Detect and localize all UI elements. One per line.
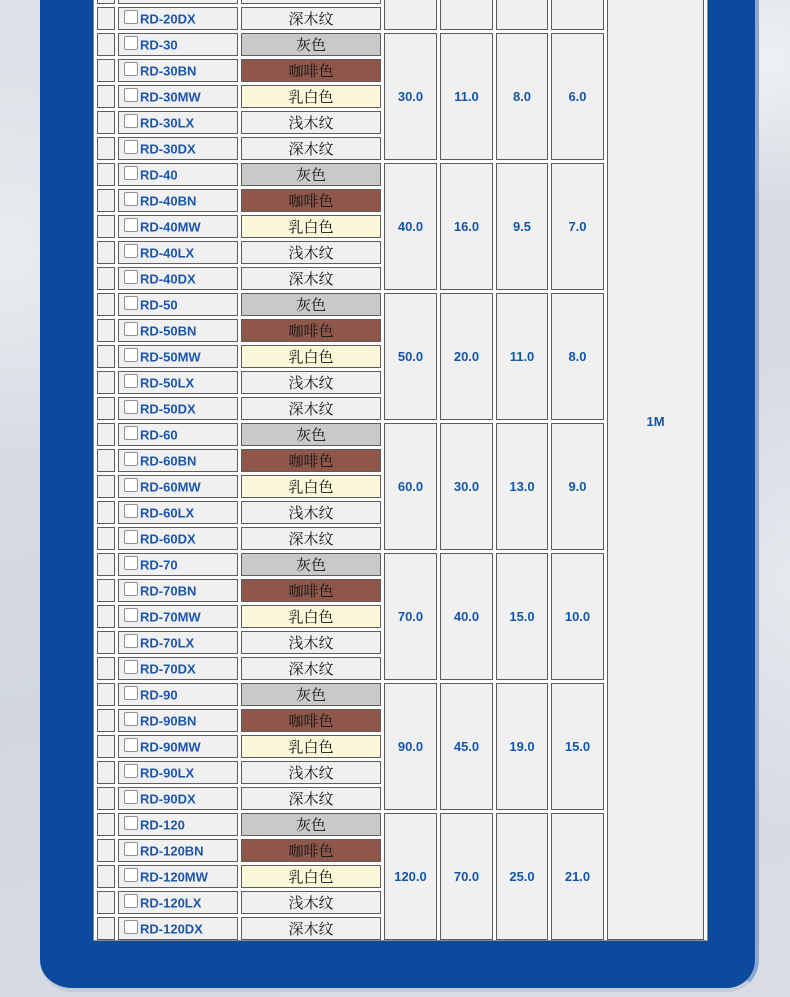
- product-code-link[interactable]: RD-60BN: [140, 452, 197, 468]
- product-code-cell: [118, 709, 238, 732]
- spec-value-cell: 21.0: [551, 813, 604, 940]
- row-checkbox[interactable]: [124, 920, 138, 934]
- product-code-link[interactable]: RD-50DX: [140, 400, 196, 416]
- spec-value-cell: 45.0: [440, 683, 493, 810]
- color-name-cell: 咖啡色: [241, 189, 381, 212]
- row-checkbox[interactable]: [124, 842, 138, 856]
- product-code-link[interactable]: RD-70: [140, 556, 178, 572]
- color-name-cell: 深木纹: [241, 657, 381, 680]
- spec-value-cell: [496, 0, 548, 30]
- product-code-link[interactable]: RD-40: [140, 166, 178, 182]
- row-checkbox[interactable]: [124, 660, 138, 674]
- product-code-link[interactable]: RD-60MW: [140, 478, 201, 494]
- spec-value-cell: 9.5: [496, 163, 548, 290]
- product-code-cell: [118, 761, 238, 784]
- spec-value-cell: 8.0: [551, 293, 604, 420]
- color-name-cell: 浅木纹: [241, 501, 381, 524]
- product-code-cell: [118, 449, 238, 472]
- product-code-link[interactable]: RD-120BN: [140, 842, 204, 858]
- product-code-cell: [118, 423, 238, 446]
- color-name-cell: 乳白色: [241, 475, 381, 498]
- spec-value-cell: 30.0: [384, 33, 437, 160]
- product-code-cell: [118, 839, 238, 862]
- row-select-cell: [97, 241, 115, 264]
- product-code-link[interactable]: RD-40LX: [140, 244, 195, 260]
- product-code-link[interactable]: RD-90LX: [140, 764, 195, 780]
- spec-value-cell: [551, 0, 604, 30]
- row-checkbox[interactable]: [124, 634, 138, 648]
- row-select-cell: [97, 7, 115, 30]
- row-select-cell: [97, 917, 115, 940]
- color-name-cell: 灰色: [241, 553, 381, 576]
- product-code-cell: [118, 397, 238, 420]
- color-name-cell: 深木纹: [241, 7, 381, 30]
- row-checkbox[interactable]: [124, 192, 138, 206]
- row-checkbox[interactable]: [124, 10, 138, 24]
- color-name-cell: 乳白色: [241, 865, 381, 888]
- row-select-cell: [97, 865, 115, 888]
- color-name-cell: 深木纹: [241, 267, 381, 290]
- row-checkbox[interactable]: [124, 88, 138, 102]
- row-checkbox[interactable]: [124, 62, 138, 76]
- product-code-link[interactable]: RD-30LX: [140, 114, 195, 130]
- product-code-cell: [118, 657, 238, 680]
- spec-value-cell: 25.0: [496, 813, 548, 940]
- spec-value-cell: 70.0: [440, 813, 493, 940]
- color-name-cell: 咖啡色: [241, 59, 381, 82]
- product-code-link[interactable]: RD-120DX: [140, 920, 203, 936]
- color-name-cell: 深木纹: [241, 917, 381, 940]
- row-select-cell: [97, 449, 115, 472]
- product-code-link[interactable]: RD-30DX: [140, 140, 196, 156]
- color-name-cell: 咖啡色: [241, 709, 381, 732]
- product-code-link[interactable]: RD-50BN: [140, 322, 197, 338]
- color-name-cell: 乳白色: [241, 735, 381, 758]
- color-name-cell: 咖啡色: [241, 839, 381, 862]
- color-name-cell: 灰色: [241, 423, 381, 446]
- product-code-link[interactable]: RD-30MW: [140, 88, 201, 104]
- product-code-link[interactable]: RD-50: [140, 296, 178, 312]
- spec-table-body: [97, 0, 704, 940]
- product-code-link[interactable]: RD-70LX: [140, 634, 195, 650]
- product-code-cell: [118, 527, 238, 550]
- spec-value-cell: 15.0: [551, 683, 604, 810]
- row-select-cell: [97, 293, 115, 316]
- color-name-cell: 乳白色: [241, 215, 381, 238]
- spec-value-cell: 90.0: [384, 683, 437, 810]
- row-select-cell: [97, 371, 115, 394]
- product-code-link[interactable]: RD-40BN: [140, 192, 197, 208]
- product-table-viewport: [93, 0, 708, 941]
- product-code-link[interactable]: RD-70BN: [140, 582, 197, 598]
- color-name-cell: 深木纹: [241, 137, 381, 160]
- row-select-cell: [97, 111, 115, 134]
- spec-value-cell: 40.0: [384, 163, 437, 290]
- row-checkbox[interactable]: [124, 296, 138, 310]
- row-checkbox[interactable]: [124, 374, 138, 388]
- unit-cell: 1M: [607, 0, 704, 940]
- spec-value-cell: [440, 0, 493, 30]
- row-select-cell: [97, 709, 115, 732]
- spec-value-cell: 13.0: [496, 423, 548, 550]
- color-name-cell: 乳白色: [241, 345, 381, 368]
- row-select-cell: [97, 345, 115, 368]
- row-select-cell: [97, 267, 115, 290]
- product-code-link[interactable]: RD-30: [140, 36, 178, 52]
- row-checkbox[interactable]: [124, 868, 138, 882]
- color-name-cell: 深木纹: [241, 527, 381, 550]
- spec-value-cell: 6.0: [551, 33, 604, 160]
- product-code-cell: [118, 33, 238, 56]
- row-checkbox[interactable]: [124, 478, 138, 492]
- row-checkbox[interactable]: [124, 348, 138, 362]
- row-select-cell: [97, 787, 115, 810]
- product-code-cell: [118, 0, 238, 4]
- product-code-cell: [118, 475, 238, 498]
- spec-value-cell: 9.0: [551, 423, 604, 550]
- spec-value-cell: 11.0: [440, 33, 493, 160]
- color-name-cell: 咖啡色: [241, 449, 381, 472]
- color-name-cell: 浅木纹: [241, 241, 381, 264]
- color-name-cell: 浅木纹: [241, 761, 381, 784]
- color-name-cell: 乳白色: [241, 85, 381, 108]
- product-code-link[interactable]: RD-30BN: [140, 62, 197, 78]
- product-code-cell: [118, 605, 238, 628]
- product-code-cell: [118, 293, 238, 316]
- product-code-cell: [118, 241, 238, 264]
- product-code-cell: [118, 59, 238, 82]
- product-code-cell: [118, 631, 238, 654]
- product-code-cell: [118, 163, 238, 186]
- product-code-link[interactable]: RD-50LX: [140, 374, 195, 390]
- product-code-cell: [118, 813, 238, 836]
- color-name-cell: 灰色: [241, 813, 381, 836]
- row-select-cell: [97, 553, 115, 576]
- product-code-link[interactable]: RD-60DX: [140, 530, 196, 546]
- row-select-cell: [97, 813, 115, 836]
- row-checkbox[interactable]: [124, 556, 138, 570]
- product-code-cell: [118, 501, 238, 524]
- product-code-cell: [118, 267, 238, 290]
- color-name-cell: 灰色: [241, 33, 381, 56]
- product-code-link[interactable]: RD-90: [140, 686, 178, 702]
- spec-value-cell: 70.0: [384, 553, 437, 680]
- row-checkbox[interactable]: [124, 166, 138, 180]
- spec-value-cell: 10.0: [551, 553, 604, 680]
- color-name-cell: 灰色: [241, 683, 381, 706]
- product-code-cell: [118, 111, 238, 134]
- product-code-cell: [118, 787, 238, 810]
- color-name-cell: 深木纹: [241, 787, 381, 810]
- row-checkbox[interactable]: [124, 764, 138, 778]
- row-checkbox[interactable]: [124, 712, 138, 726]
- color-name-cell: 浅木纹: [241, 631, 381, 654]
- row-select-cell: [97, 579, 115, 602]
- product-code-link[interactable]: RD-70DX: [140, 660, 196, 676]
- row-select-cell: [97, 657, 115, 680]
- product-code-cell: [118, 865, 238, 888]
- row-checkbox[interactable]: [124, 894, 138, 908]
- product-code-link[interactable]: RD-90DX: [140, 790, 196, 806]
- product-code-cell: [118, 735, 238, 758]
- row-checkbox[interactable]: [124, 790, 138, 804]
- row-checkbox[interactable]: [124, 244, 138, 258]
- product-code-link[interactable]: RD-120MW: [140, 868, 208, 884]
- spec-value-cell: 11.0: [496, 293, 548, 420]
- product-code-cell: [118, 891, 238, 914]
- product-code-cell: [118, 137, 238, 160]
- row-checkbox[interactable]: [124, 270, 138, 284]
- color-name-cell: 灰色: [241, 163, 381, 186]
- color-name-cell: [241, 0, 381, 4]
- product-code-link[interactable]: RD-40MW: [140, 218, 201, 234]
- spec-value-cell: 16.0: [440, 163, 493, 290]
- product-code-cell: [118, 371, 238, 394]
- product-code-link[interactable]: RD-90BN: [140, 712, 197, 728]
- color-name-cell: 浅木纹: [241, 371, 381, 394]
- product-code-cell: [118, 917, 238, 940]
- product-code-link[interactable]: RD-50MW: [140, 348, 201, 364]
- row-select-cell: [97, 85, 115, 108]
- color-name-cell: 深木纹: [241, 397, 381, 420]
- row-checkbox[interactable]: [124, 218, 138, 232]
- product-code-cell: [118, 7, 238, 30]
- spec-value-cell: 40.0: [440, 553, 493, 680]
- product-code-cell: [118, 553, 238, 576]
- product-code-cell: [118, 683, 238, 706]
- spec-value-cell: [384, 0, 437, 30]
- row-select-cell: [97, 475, 115, 498]
- product-code-link[interactable]: RD-60LX: [140, 504, 195, 520]
- row-checkbox[interactable]: [124, 426, 138, 440]
- row-select-cell: [97, 423, 115, 446]
- product-code-link[interactable]: RD-120LX: [140, 894, 202, 910]
- spec-value-cell: 50.0: [384, 293, 437, 420]
- color-name-cell: 浅木纹: [241, 891, 381, 914]
- product-code-cell: [118, 345, 238, 368]
- product-code-cell: [118, 579, 238, 602]
- row-select-cell: [97, 501, 115, 524]
- row-select-cell: [97, 683, 115, 706]
- spec-value-cell: 8.0: [496, 33, 548, 160]
- product-code-cell: [118, 319, 238, 342]
- spec-value-cell: 7.0: [551, 163, 604, 290]
- color-name-cell: 咖啡色: [241, 579, 381, 602]
- row-checkbox[interactable]: [124, 36, 138, 50]
- row-select-cell: [97, 319, 115, 342]
- color-name-cell: 浅木纹: [241, 111, 381, 134]
- row-checkbox[interactable]: [124, 400, 138, 414]
- spec-value-cell: 30.0: [440, 423, 493, 550]
- spec-value-cell: 15.0: [496, 553, 548, 680]
- row-select-cell: [97, 839, 115, 862]
- row-checkbox[interactable]: [124, 322, 138, 336]
- spec-table: [94, 0, 707, 941]
- row-checkbox[interactable]: [124, 816, 138, 830]
- product-code-link[interactable]: RD-60: [140, 426, 178, 442]
- row-checkbox[interactable]: [124, 114, 138, 128]
- product-code-cell: [118, 215, 238, 238]
- row-checkbox[interactable]: [124, 686, 138, 700]
- row-checkbox[interactable]: [124, 504, 138, 518]
- row-select-cell: [97, 891, 115, 914]
- product-code-link[interactable]: RD-90MW: [140, 738, 201, 754]
- product-code-link[interactable]: RD-20DX: [140, 10, 196, 26]
- row-select-cell: [97, 33, 115, 56]
- row-checkbox[interactable]: [124, 530, 138, 544]
- spec-value-cell: 20.0: [440, 293, 493, 420]
- row-select-cell: [97, 215, 115, 238]
- row-select-cell: [97, 605, 115, 628]
- row-select-cell: [97, 163, 115, 186]
- row-select-cell: [97, 0, 115, 4]
- row-select-cell: [97, 761, 115, 784]
- row-select-cell: [97, 397, 115, 420]
- spec-value-cell: 19.0: [496, 683, 548, 810]
- row-select-cell: [97, 189, 115, 212]
- row-checkbox[interactable]: [124, 608, 138, 622]
- color-name-cell: 乳白色: [241, 605, 381, 628]
- product-code-link[interactable]: RD-70MW: [140, 608, 201, 624]
- row-checkbox[interactable]: [124, 738, 138, 752]
- product-code-cell: [118, 85, 238, 108]
- spec-value-cell: 60.0: [384, 423, 437, 550]
- color-name-cell: 咖啡色: [241, 319, 381, 342]
- row-select-cell: [97, 137, 115, 160]
- row-checkbox[interactable]: [124, 582, 138, 596]
- row-select-cell: [97, 59, 115, 82]
- row-select-cell: [97, 527, 115, 550]
- row-select-cell: [97, 631, 115, 654]
- row-select-cell: [97, 735, 115, 758]
- product-code-link[interactable]: RD-40DX: [140, 270, 196, 286]
- product-code-cell: [118, 189, 238, 212]
- product-code-link[interactable]: RD-120: [140, 816, 185, 832]
- spec-value-cell: 120.0: [384, 813, 437, 940]
- row-checkbox[interactable]: [124, 452, 138, 466]
- color-name-cell: 灰色: [241, 293, 381, 316]
- row-checkbox[interactable]: [124, 140, 138, 154]
